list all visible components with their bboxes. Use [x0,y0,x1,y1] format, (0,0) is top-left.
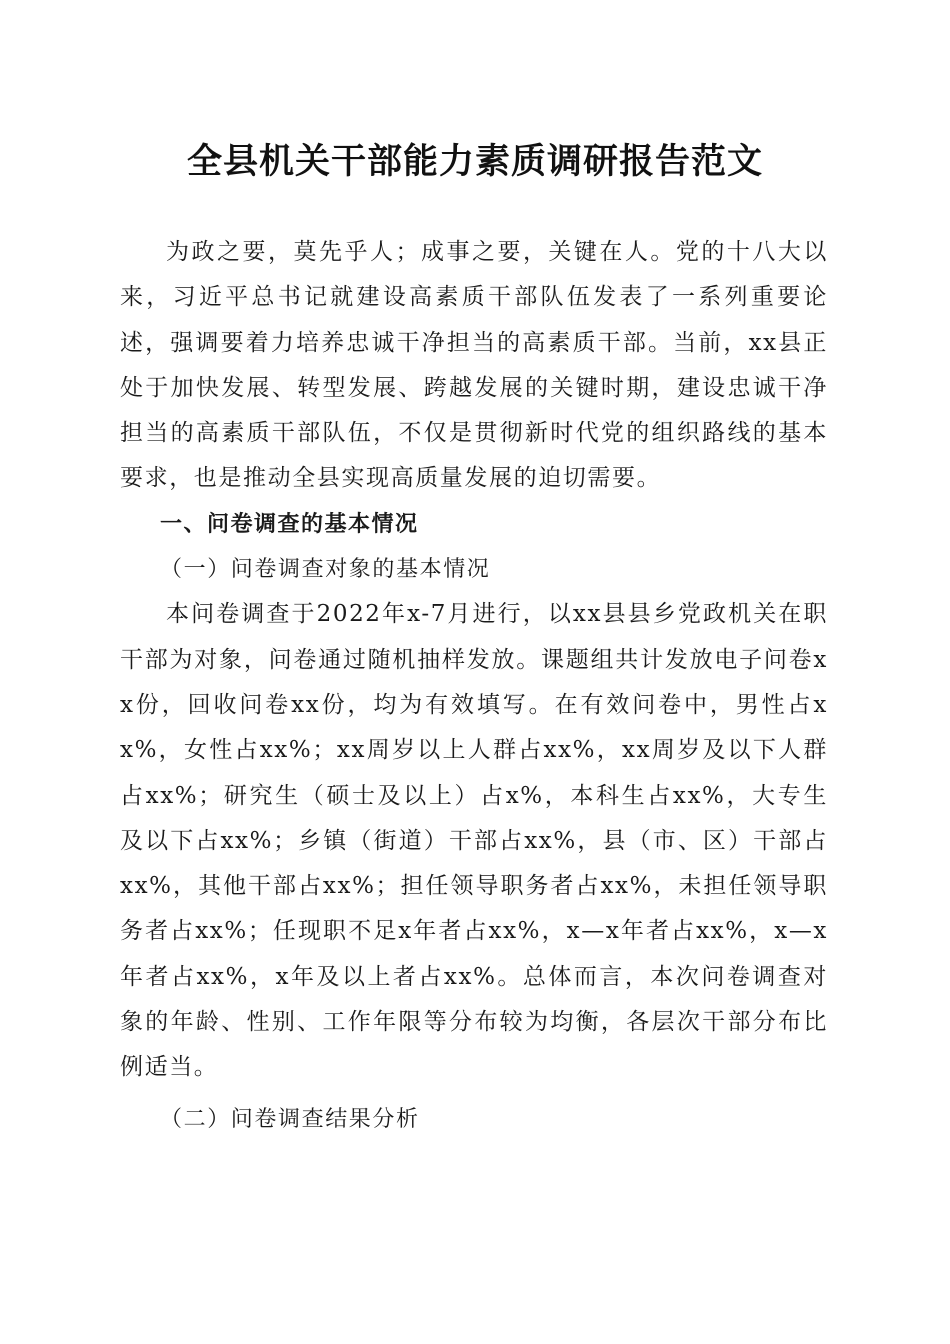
subsection-heading-survey-results: （二）问卷调查结果分析 [160,1106,420,1132]
subsection-heading-survey-subjects: （一）问卷调查对象的基本情况 [160,557,491,583]
survey-subjects-paragraph: 本问卷调查于2022年x-7月进行，以xx县县乡党政机关在职干部为对象，问卷通过随机抽样发放。课题组共计发放电子问卷xx份，回收问卷xx份，均为有效填写。在有效问卷中，男性占xx%，女性占xx%；xx周岁以上人群占xx%，xx周岁及以下人群占xx%；研究生（硕士及以上）占x%，本科生占xx%，大专生及以下占xx%；乡镇（街道）干部占xx%，县（市、区）干部占xx%，其他干部占xx%；担任领导职务者占xx%，未担任领导职务者占xx%；任现职不足x年者占xx%，x—x年者占xx%，x—x年者占xx%，x年及以上者占xx%。总体而言，本次问卷调查对象的年龄、性别、工作年限等分布较为均衡，各层次干部分布比例适当。 [120,601,828,1081]
section-heading-survey-overview: 一、问卷调查的基本情况 [160,511,419,537]
intro-paragraph: 为政之要，莫先乎人；成事之要，关键在人。党的十八大以来，习近平总书记就建设高素质干部队伍发表了一系列重要论述，强调要着力培养忠诚干净担当的高素质干部。当前，xx县正处于加快发展、转型发展、跨越发展的关键时期，建设忠诚干净担当的高素质干部队伍，不仅是贯彻新时代党的组织路线的基本要求，也是推动全县实现高质量发展的迫切需要。 [120,239,828,492]
document-title: 全县机关干部能力素质调研报告范文 [186,141,763,182]
document-body [120,230,828,1142]
